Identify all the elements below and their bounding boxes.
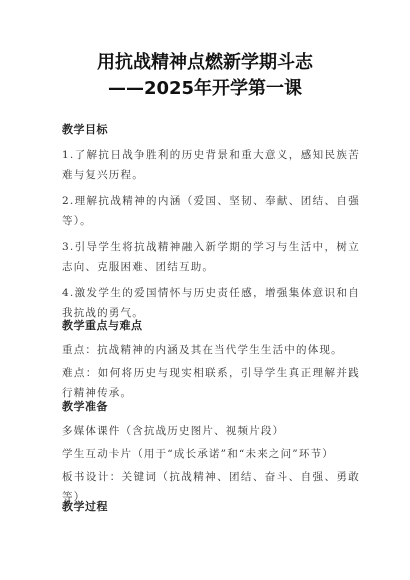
- prep-item-multimedia: 多媒体课件（含抗战历史图片、视频片段）: [62, 425, 285, 437]
- section-keypoints: [62, 316, 360, 406]
- section-objectives: [62, 120, 360, 329]
- prep-item-cards: 学生互动卡片（用于“成长承诺”和“未来之问”环节）: [62, 448, 334, 460]
- section-heading-objectives: 教学目标: [62, 123, 108, 136]
- title-subtitle: ——2025年开学第一课: [107, 78, 303, 99]
- section-process: [62, 497, 360, 517]
- objective-item-3: 3.引导学生将抗战精神融入新学期的学习与生活中，树立志向、克服困难、团结互助。: [62, 241, 360, 273]
- objective-item-4: 4.激发学生的爱国情怀与历史责任感，增强集体意识和自我抗战的勇气。: [62, 287, 360, 319]
- section-heading-process: 教学过程: [62, 500, 108, 513]
- section-heading-keypoints: 教学重点与难点: [62, 319, 143, 332]
- keypoint-difficulty: 难点：如何将历史与现实相联系，引导学生真正理解并践行精神传承。: [62, 367, 360, 399]
- section-preparation: [62, 397, 360, 510]
- section-heading-preparation: 教学准备: [62, 400, 108, 413]
- keypoint-focus: 重点：抗战精神的内涵及其在当代学生生活中的体现。: [62, 344, 343, 356]
- objective-item-1: 1.了解抗日战争胜利的历史背景和重大意义，感知民族苦难与复兴历程。: [62, 149, 360, 181]
- title-main: 用抗战精神点燃新学期斗志: [97, 52, 313, 73]
- document-title: [0, 50, 410, 102]
- objective-item-2: 2.理解抗战精神的内涵（爱国、坚韧、奉献、团结、自强等）。: [62, 195, 360, 227]
- prep-item-board: 板书设计：关键词（抗战精神、团结、奋斗、自强、勇敢等）: [62, 471, 360, 503]
